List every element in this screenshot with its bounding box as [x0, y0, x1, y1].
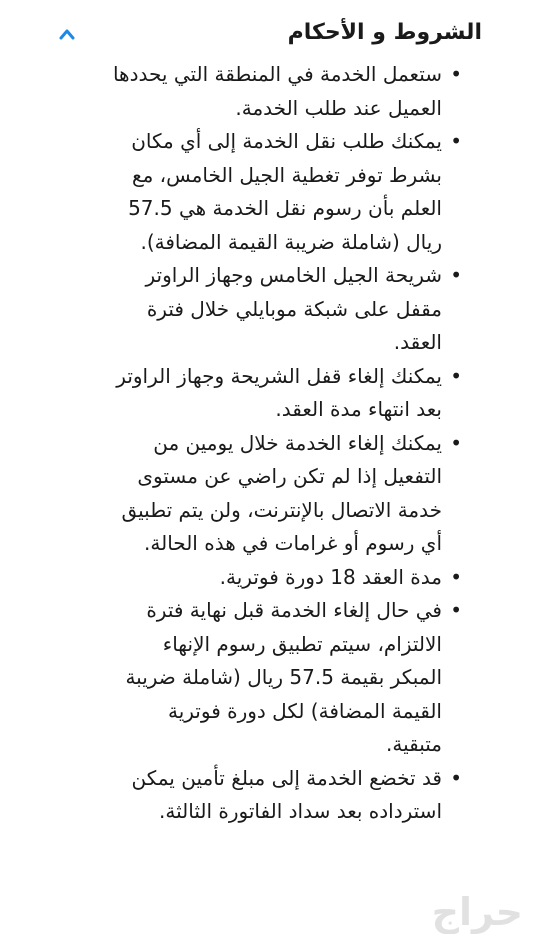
term-text: يمكنك إلغاء قفل الشريحة وجهاز الراوتر بعد انتهاء مدة العقد. — [116, 363, 442, 421]
terms-list — [110, 58, 462, 829]
term-text: شريحة الجيل الخامس وجهاز الراوتر مقفل على شبكة موبايلي خلال فترة العقد. — [145, 263, 442, 354]
term-item — [110, 594, 462, 762]
bullet-icon: • — [450, 765, 462, 790]
bullet-icon: • — [450, 598, 462, 622]
term-text: يمكنك طلب نقل الخدمة إلى أي مكان بشرط توفر تغطية الجيل الخامس، مع العلم بأن رسوم نقل الخدمة هي 57.5 ريال (شاملة ضريبة القيمة المضافة). — [128, 129, 442, 254]
term-text: قد تخضع الخدمة إلى مبلغ تأمين يمكن استرداده بعد سداد الفاتورة الثالثة. — [131, 765, 442, 823]
bullet-icon: • — [450, 129, 462, 153]
term-item — [110, 762, 462, 829]
term-item — [110, 125, 462, 259]
collapse-toggle-button[interactable] — [50, 20, 84, 48]
chevron-up-icon — [58, 28, 76, 40]
term-text: مدة العقد 18 دورة فوترية. — [219, 564, 442, 589]
term-item — [110, 259, 462, 360]
term-item — [110, 58, 462, 125]
terms-section-header[interactable] — [0, 14, 540, 58]
haraj-watermark-logo — [305, 880, 535, 940]
bullet-icon: • — [450, 430, 462, 455]
term-item — [110, 561, 462, 595]
term-item — [110, 427, 462, 561]
bullet-icon: • — [450, 564, 462, 589]
section-title: الشروط و الأحكام — [287, 20, 482, 45]
watermark-text: حراج — [431, 890, 523, 934]
term-text: ستعمل الخدمة في المنطقة التي يحددها العميل عند طلب الخدمة. — [112, 62, 442, 120]
bullet-icon: • — [450, 263, 462, 287]
term-item — [110, 360, 462, 427]
term-text: يمكنك إلغاء الخدمة خلال يومين من التفعيل إذا لم تكن راضي عن مستوى خدمة الاتصال بالإنترنت، ولن يتم تطبيق أي رسوم أو غرامات في هذه الحالة. — [121, 430, 442, 555]
term-text: في حال إلغاء الخدمة قبل نهاية فترة الالتزام، سيتم تطبيق رسوم الإنهاء المبكر بقيمة 57.5 ريال (شاملة ضريبة القيمة المضافة) لكل دورة فوترية متبقية. — [125, 598, 442, 756]
bullet-icon: • — [450, 363, 462, 388]
bullet-icon: • — [450, 62, 462, 86]
